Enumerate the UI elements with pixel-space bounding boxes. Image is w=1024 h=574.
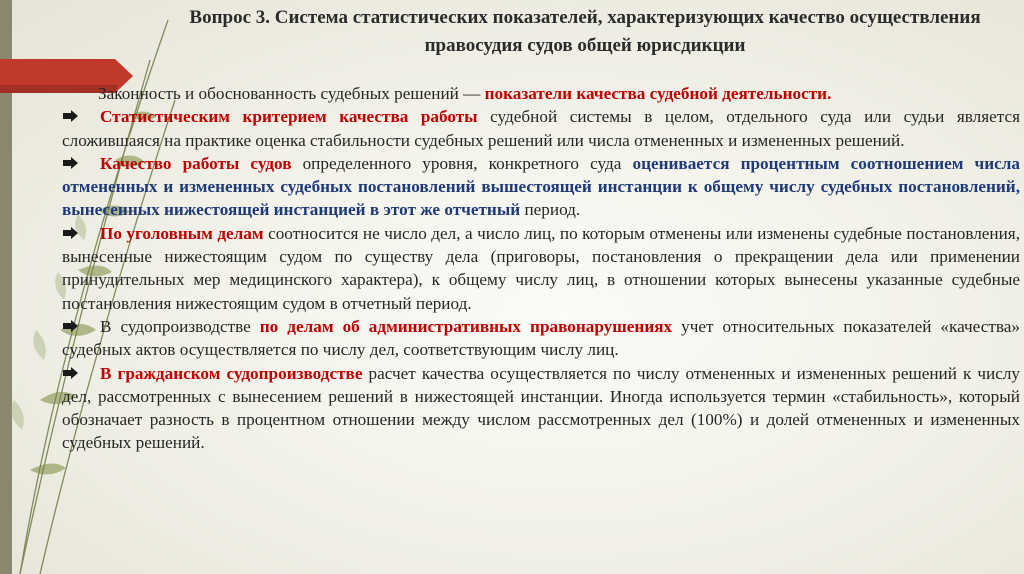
bullet5-text: расчет качества осуществляется по числу отмененных и измененных решений к числу дел, рассмотренных с вынесением решений в нижестоящей инстанции. Иногда используется термин «стабильность», который обозначает разность в процентном отношении между числом рассмотренных дел (100%) и долей отмененных и измененных судебных решений. <box>62 363 1021 453</box>
slide-title: Вопрос 3. Система статистических показателей, характеризующих качество осуществления правосудия судов общей юрисдикции <box>189 7 981 56</box>
intro-highlight: показатели качества судебной деятельности. <box>484 84 832 103</box>
bullet-item-criterion <box>62 105 1020 152</box>
arrow-bullet-icon <box>63 157 78 169</box>
bullet2-highlight: Качество работы судов <box>100 153 292 173</box>
bullet3-text: соотносится не число дел, а число лиц, по которым отменены или изменены судебные постановления, вынесенные нижестоящим судом по существу дела (приговоры, постановления о прекращении дела или применении принудительных мер медицинского характера), к общему числу лиц, в отношении которых вынесены указанные судебные постановления нижестоящим судом в отчетный период. <box>62 223 1021 313</box>
bullet1-text: судебной системы в целом, отдельного суда или судьи является сложившаяся на практике оценка стабильности судебных решений или числа отмененных и измененных решений. <box>62 107 1020 150</box>
arrow-bullet-icon <box>63 320 78 332</box>
bullet4-highlight: по делам об административных правонарушениях <box>259 316 673 336</box>
arrow-bullet-icon <box>63 367 78 379</box>
bullet-item-civil <box>62 362 1020 455</box>
intro-text: Законность и обоснованность судебных решений — <box>98 84 485 103</box>
bullet2-text: определенного уровня, конкретного суда <box>291 153 633 173</box>
bullet2-text-end: период. <box>520 200 581 220</box>
bullet3-highlight: По уголовным делам <box>100 223 264 243</box>
arrow-bullet-icon <box>63 227 78 239</box>
bullet2-blue-highlight: оценивается процентным соотношением числа отмененных и измененных судебных постановлений вышестоящей инстанции к общему числу судебных постановлений, вынесенных нижестоящей инстанцией в этот же отчетный <box>62 153 1021 220</box>
bullet1-highlight: Статистическим критерием качества работы <box>100 107 478 127</box>
bullet-item-administrative <box>62 315 1020 362</box>
bullet4-text: учет относительных показателей «качества» судебных актов осуществляется по числу дел, соответствующим числу лиц. <box>62 316 1020 360</box>
bullet4-text-start: В судопроизводстве <box>100 316 260 336</box>
arrow-bullet-icon <box>63 110 78 122</box>
slide-content <box>62 82 1020 455</box>
intro-paragraph <box>62 82 1020 105</box>
bullet5-highlight: В гражданском судопроизводстве <box>100 363 363 383</box>
bullet-item-criminal <box>62 222 1020 315</box>
bullet-item-quality <box>62 152 1020 222</box>
